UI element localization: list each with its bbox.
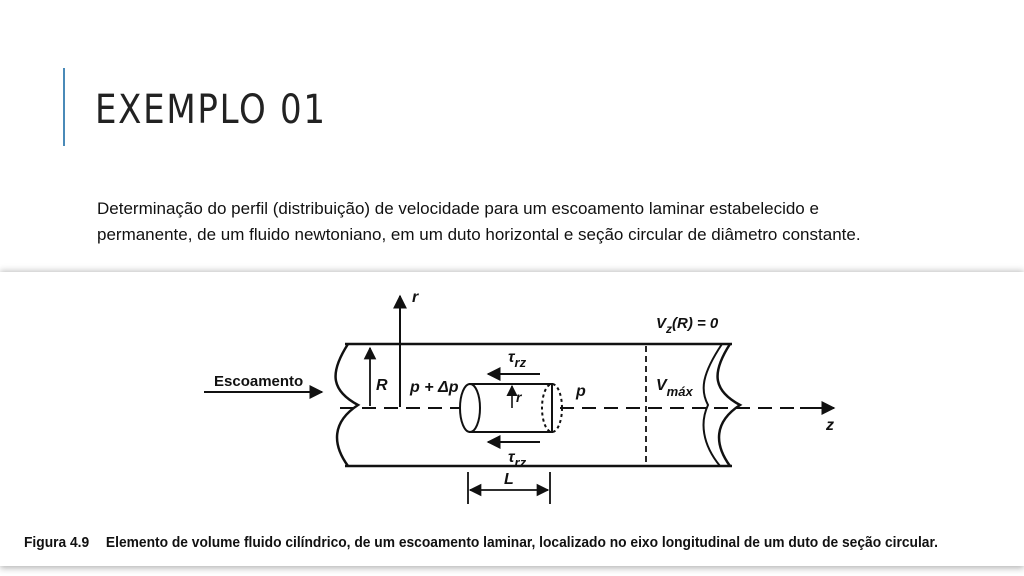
- pipe-left-break: [336, 344, 358, 466]
- tau-top-label: $\tau_{rz}$: [508, 349, 527, 370]
- cylinder-body: [470, 384, 552, 432]
- figure-panel: [0, 272, 1024, 566]
- z-axis-label: z: [826, 417, 834, 434]
- r-axis-label: r: [412, 289, 419, 306]
- inner-r-label: r: [516, 389, 522, 405]
- flow-label: Escoamento: [214, 373, 304, 390]
- vmax-label: $V_{máx}$: [656, 377, 693, 399]
- boundary-condition-label: $V_z(R) = 0$: [656, 315, 719, 336]
- radius-label: R: [376, 377, 388, 394]
- pipe-right-break: [718, 344, 740, 466]
- pipe-diagram: [0, 272, 1024, 566]
- length-label: L: [504, 471, 514, 488]
- pressure-left-label: p + Δp: [410, 379, 459, 396]
- slide-title: EXEMPLO 01: [95, 87, 327, 133]
- tau-bottom-label: $\tau_{rz}$: [508, 449, 527, 470]
- title-accent-bar: [63, 68, 65, 146]
- slide-description: Determinação do perfil (distribuição) de velocidade para um escoamento laminar estabelecido e permanente, de um fluido newtoniano, em um duto horizontal e seção circular de diâmetro constante.: [97, 199, 861, 244]
- caption-text: Elemento de volume fluido cilíndrico, de um escoamento laminar, localizado no eixo longitudinal de um duto de seção circular.: [105, 534, 938, 551]
- pressure-right-label: p: [576, 383, 586, 400]
- cylinder-left-cap: [460, 384, 480, 432]
- caption-label: Figura 4.9: [24, 534, 90, 551]
- figure-caption: [24, 534, 938, 551]
